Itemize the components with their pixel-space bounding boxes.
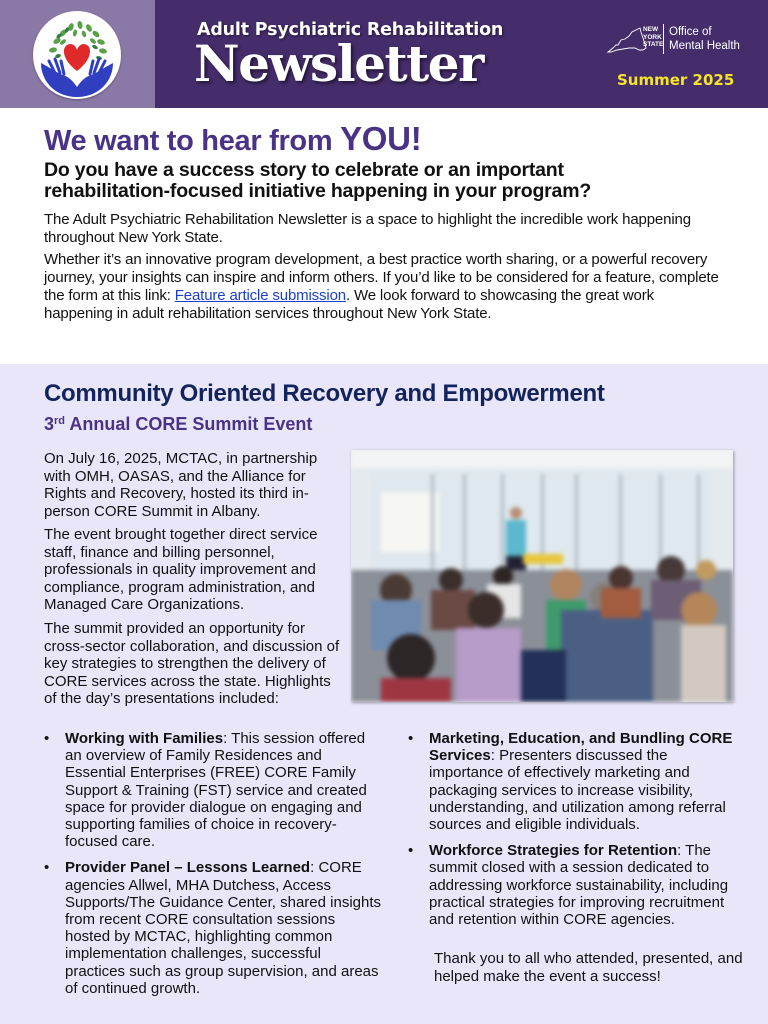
summit-paragraph: The summit provided an opportunity for cross-sector collaboration, and discussion of key strategies to strengthen the delivery of CORE services across the state. Highlights of the day’s presentations included: bbox=[44, 620, 340, 708]
bullet-icon: • bbox=[408, 842, 414, 860]
section-subheading: Do you have a success story to celebrate or an important rehabilitation-focused initiative happening in your program? bbox=[44, 159, 592, 202]
office-of-mental-health-wordmark: Office of Mental Health bbox=[669, 26, 740, 52]
summit-audience-photo bbox=[351, 450, 733, 702]
logo-divider bbox=[663, 24, 664, 54]
list-item: • Marketing, Education, and Bundling CORE Services: Presenters discussed the importance of effectively marketing and packaging services to increase visibility, understanding, and utilization among referral sources and eligible individuals. bbox=[408, 730, 733, 834]
section-heading: We want to hear from YOU! bbox=[44, 120, 422, 157]
core-summit-section bbox=[0, 364, 768, 1024]
list-item: • Provider Panel – Lessons Learned: CORE agencies Allwel, MHA Dutchess, Access Supports/The Guidance Center, shared insights from recent CORE consultation sessions hosted by MCTAC, highlighting common implementation challenges, successful practices such as group supervision, and areas of continued growth. bbox=[44, 859, 382, 997]
list-item: • Workforce Strategies for Retention: The summit closed with a session dedicated to addressing workforce sustainability, including practical strategies for improving recruitment and retention within CORE agencies. bbox=[408, 842, 729, 929]
newsletter-program-title: Adult Psychiatric Rehabilitation bbox=[197, 20, 504, 40]
call-for-submissions-section bbox=[0, 108, 768, 364]
newsletter-banner bbox=[0, 0, 768, 108]
omh-agency-logo bbox=[605, 24, 745, 56]
highlights-list-right bbox=[408, 730, 738, 937]
highlights-list-left bbox=[44, 730, 384, 1006]
bullet-icon: • bbox=[44, 730, 50, 747]
logo-panel bbox=[0, 0, 155, 108]
issue-label: Summer 2025 bbox=[617, 71, 735, 89]
bullet-icon: • bbox=[44, 859, 50, 877]
core-heading: Community Oriented Recovery and Empowerment bbox=[44, 380, 605, 407]
submission-paragraph: Whether it’s an innovative program development, a best practice worth sharing, or a powerful recovery journey, your insights can inspire and inform others. If you’d like to be considered for a feature, complete the form at this link: Feature article submission. We look forward to showcasing the great work happening in adult rehabilitation services throughout New York State. bbox=[44, 251, 719, 322]
summit-paragraph: On July 16, 2025, MCTAC, in partnership with OMH, OASAS, and the Alliance for Rights and Recovery, hosted its third in-person CORE Summit in Albany. bbox=[44, 450, 318, 520]
heart-hands-tree-logo-icon bbox=[33, 11, 121, 99]
summit-paragraph: The event brought together direct service staff, finance and billing personnel, professionals in quality improvement and compliance, program administration, and Managed Care Organizations. bbox=[44, 526, 318, 614]
intro-paragraph: The Adult Psychiatric Rehabilitation Newsletter is a space to highlight the incredible work happening throughout New York State. bbox=[44, 211, 691, 246]
thank-you-note: Thank you to all who attended, presented, and helped make the event a success! bbox=[434, 950, 743, 985]
newsletter-masthead: Newsletter bbox=[194, 34, 483, 93]
list-item: • Working with Families: This session offered an overview of Family Residences and Essential Enterprises (FREE) CORE Family Support & Training (FST) service and created space for provider dialogue on engaging and supporting families of choice in recovery-focused care. bbox=[44, 730, 367, 851]
core-subheading: 3rd Annual CORE Summit Event bbox=[44, 414, 313, 434]
feature-article-submission-link[interactable]: Feature article submission bbox=[174, 287, 346, 304]
new-york-state-wordmark: NEW YORK STATE bbox=[643, 26, 664, 48]
bullet-icon: • bbox=[408, 730, 414, 747]
